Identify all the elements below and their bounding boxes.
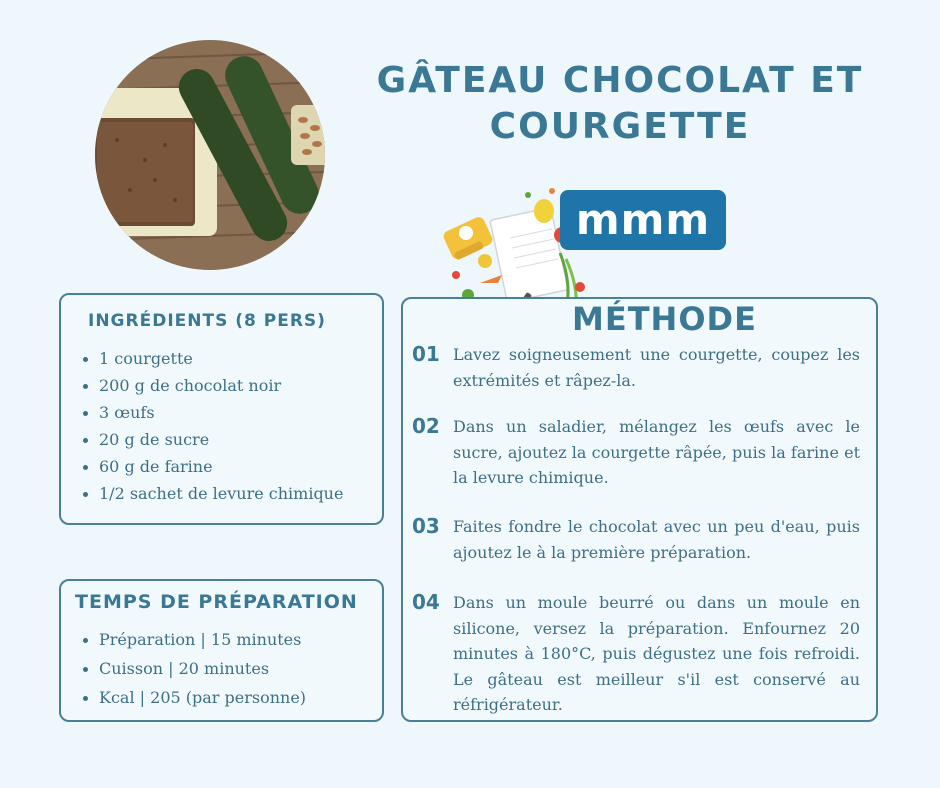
recipe-title [370, 58, 870, 150]
ingredient-item: 1 courgette [79, 345, 379, 372]
recipe-photo [95, 40, 325, 270]
ingredients-box [59, 293, 384, 525]
ingredients-heading: INGRÉDIENTS (8 PERS) [88, 311, 326, 331]
prep-time-list [79, 625, 379, 712]
step-number: 03 [412, 514, 440, 538]
step-text: Dans un saladier, mélangez les œufs avec le sucre, ajoutez la courgette râpée, puis la farine et la levure chimique. [453, 417, 860, 487]
prep-time-item: Kcal | 205 (par personne) [79, 683, 379, 712]
prep-time-box [59, 579, 384, 722]
ingredients-list [79, 345, 379, 507]
prep-time-item: Préparation | 15 minutes [79, 625, 379, 654]
prep-time-heading: TEMPS DE PRÉPARATION [75, 591, 358, 613]
ingredient-item: 60 g de farine [79, 453, 379, 480]
ingredient-item: 200 g de chocolat noir [79, 372, 379, 399]
recipe-title-line2: COURGETTE [489, 106, 751, 147]
ingredient-item: 3 œufs [79, 399, 379, 426]
recipe-title-line1: GÂTEAU CHOCOLAT ET [376, 60, 864, 101]
step-number: 02 [412, 414, 440, 438]
ingredient-item: 1/2 sachet de levure chimique [79, 480, 379, 507]
step-number: 04 [412, 590, 440, 614]
mmm-badge: mmm [560, 190, 726, 250]
step-text: Faites fondre le chocolat avec un peu d'eau, puis ajoutez le à la première préparation. [453, 517, 860, 562]
step-text: Dans un moule beurré ou dans un moule en silicone, versez la préparation. Enfournez 20 minutes à 180°C, puis dégustez une fois refroidi. Le gâteau est meilleur s'il est conservé au réfrigérateur. [453, 593, 860, 714]
ingredient-item: 20 g de sucre [79, 426, 379, 453]
step-text: Lavez soigneusement une courgette, coupez les extrémités et râpez-la. [453, 345, 860, 390]
step-number: 01 [412, 342, 440, 366]
method-heading: MÉTHODE [572, 300, 757, 338]
prep-time-item: Cuisson | 20 minutes [79, 654, 379, 683]
